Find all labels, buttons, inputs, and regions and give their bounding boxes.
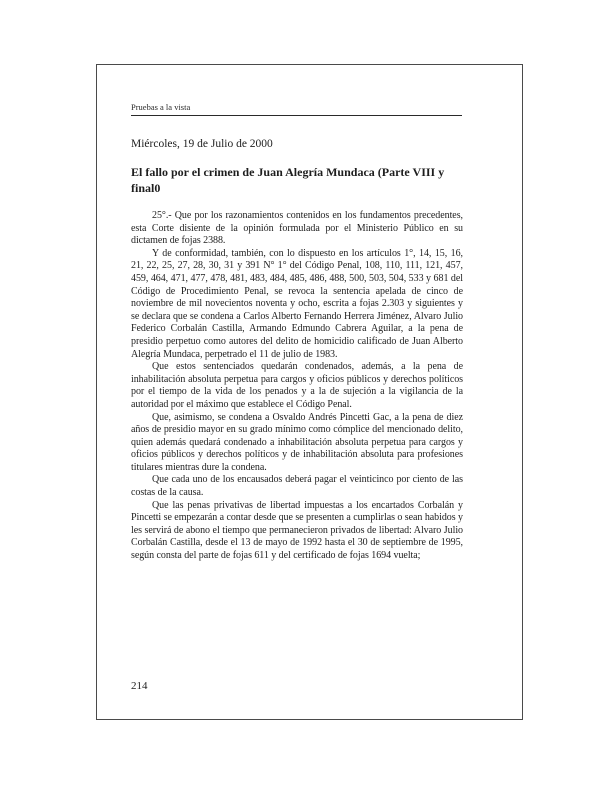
article-body [131, 210, 463, 563]
paragraph: Que las penas privativas de libertad impuestas a los encartados Corbalán y Pincetti se empezarán a contar desde que se presenten a cumplirlas o sean habidos y les servirá de abono el tiempo que permanecieron privados de libertad: Alvaro Julio Corbalán Castilla, desde el 13 de mayo de 1992 hasta el 30 de septiembre de 1995, según consta del parte de fojas 611 y del certificado de fojas 1694 vuelta; [131, 499, 463, 562]
header-rule [131, 115, 462, 116]
page-number: 214 [131, 680, 148, 692]
article-title: El fallo por el crimen de Juan Alegría Mundaca (Parte VIII y final0 [131, 165, 445, 195]
paragraph: Y de conformidad, también, con lo dispuesto en los artículos 1°, 14, 15, 16, 21, 22, 25, 27, 28, 30, 31 y 391 N° 1° del Código Penal, 108, 110, 111, 121, 457, 459, 464, 471, 477, 478, 481, 483, 484, 485, 486, 488, 500, 503, 504, 533 y 681 del Código de Procedimiento Penal, se revoca la sentencia apelada de cinco de noviembre de mil novecientos noventa y ocho, escrita a fojas 2.303 y siguientes y se declara que se condena a Carlos Alberto Fernando Herrera Jiménez, Alvaro Julio Federico Corbalán Castilla, Armando Edmundo Cabrera Aguilar, a la pena de presidio perpetuo como autores del delito de homicidio calificado de Juan Alberto Alegría Mundaca, perpetrado el 11 de julio de 1983. [131, 247, 463, 360]
paragraph: Que, asimismo, se condena a Osvaldo Andrés Pincetti Gac, a la pena de diez años de presidio mayor en su grado mínimo como cómplice del mencionado delito, quien además quedará condenado a inhabilitación absoluta perpetua para cargos y oficios públicos y derechos políticos y de inhabilitación absoluta para profesiones titulares mientras dure la condena. [131, 411, 463, 473]
paragraph: 25°.- Que por los razonamientos contenidos en los fundamentos precedentes, esta Corte disiente de la opinión formulada por el Ministerio Público en su dictamen de fojas 2388. [131, 210, 463, 247]
paragraph: Que estos sentenciados quedarán condenados, además, a la pena de inhabilitación absoluta perpetua para cargos y oficios públicos y derechos políticos por el tiempo de la vida de los penados y a la de sujeción a la vigilancia de la autoridad por el máximo que establece el Código Penal. [131, 361, 463, 410]
paragraph: Que cada uno de los encausados deberá pagar el veinticinco por ciento de las costas de la causa. [131, 474, 463, 499]
article-date: Miércoles, 19 de Julio de 2000 [131, 138, 273, 150]
running-head: Pruebas a la vista [131, 102, 191, 112]
